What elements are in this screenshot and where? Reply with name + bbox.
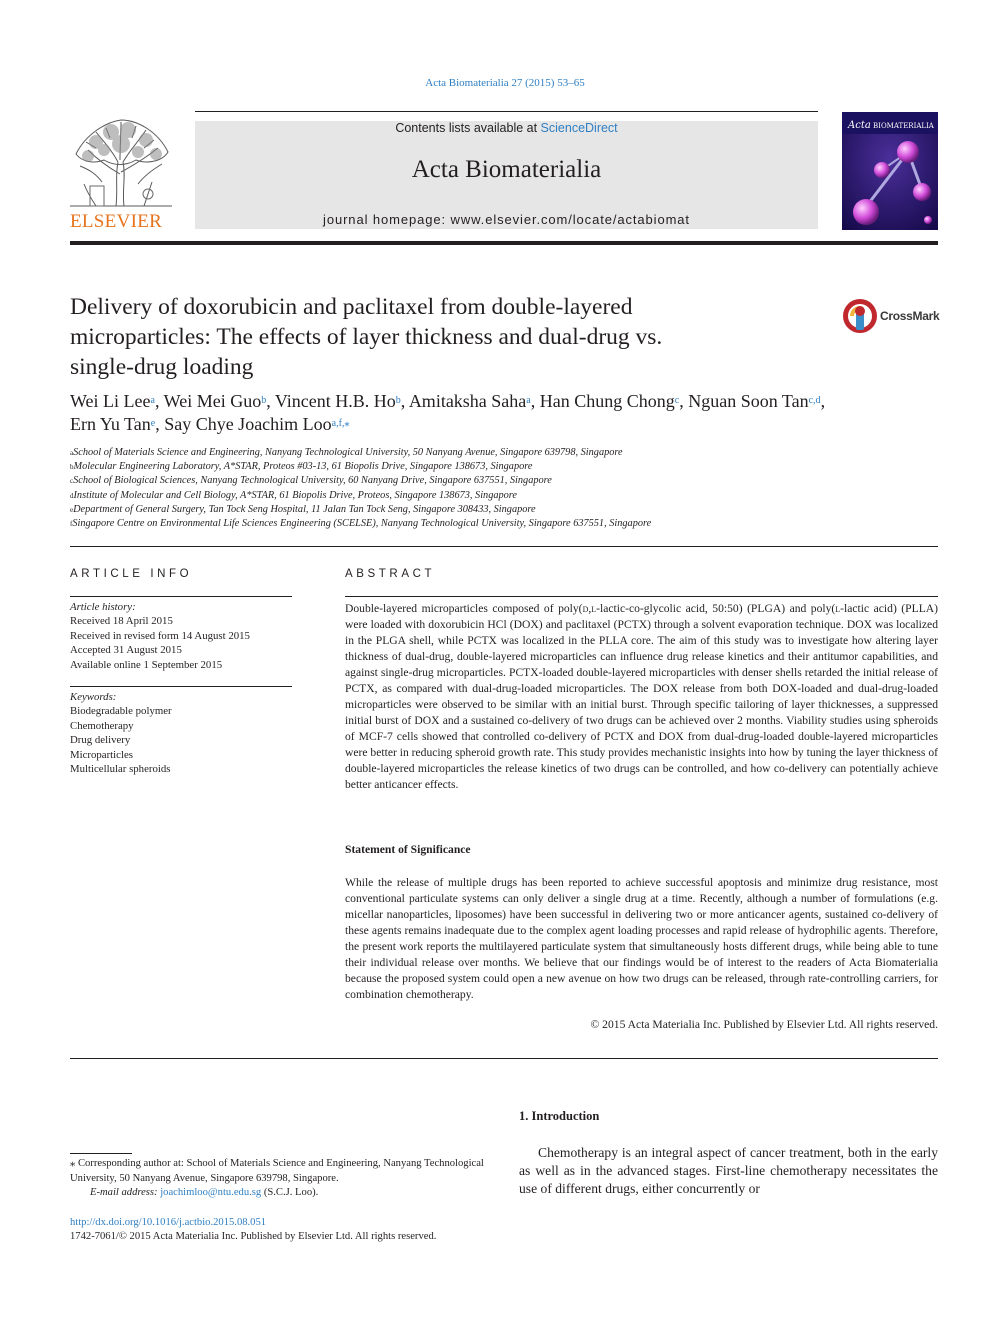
keyword: Chemotherapy (70, 719, 134, 732)
author[interactable]: Amitaksha Saha$^a$ (408, 391, 531, 411)
affiliation: $^c$School of Biological Sciences, Nanyang Technological University, 60 Nanyang Drive, Singapore 637551, Singapore (70, 475, 552, 487)
significance-heading: Statement of Significance (345, 843, 471, 856)
author-list: Wei Li Lee$^a$, Wei Mei Guo$^b$, Vincent H.B. Ho$^b$, Amitaksha Saha$^a$, Han Chung Chong$^c$, Nguan Soon Tan$^{c,d}$, Ern Yu Tan$^e$, Say Chye Joachim Loo$^{a,f,⁎}$ (70, 391, 826, 434)
keyword: Biodegradable polymer (70, 705, 172, 717)
header-top-rule (195, 111, 818, 112)
significance-body: While the release of multiple drugs has been reported to achieve successful apoptosis and minimize drug resistance, most conventional particulate systems can only deliver a single drug at a time. Recently, although a number of formulations (e.g. micellar nanoparticles, liposomes) have been successful in delivering two or more anticancer agents, sustained co-delivery of these agents remains inadequate due to the complex agent loading processes and rapid release of hydrophilic agents. Therefore, the present work reports the multilayered particulate system that simultaneously hosts different drugs, while being able to tune their individual release over months. We believe that our findings would be of interest to the readers of Acta Biomaterialia because the proposed system could open a new avenue on how two drugs can be released, through rate-controlling carriers, for combination chemotherapy. (345, 876, 938, 1001)
author[interactable]: Han Chung Chong$^c$ (539, 391, 680, 411)
author[interactable]: Vincent H.B. Ho$^b$ (274, 391, 401, 411)
affiliation: $^b$Molecular Engineering Laboratory, A*STAR, Proteos #03-13, 61 Biopolis Drive, Singapore 138673, Singapore (70, 461, 533, 473)
history-item: Received in revised form 14 August 2015 (70, 629, 250, 642)
divider (70, 1058, 938, 1059)
keyword: Multicellular spheroids (70, 763, 171, 775)
article-title: Delivery of doxorubicin and paclitaxel from double-layered microparticles: The effects of layer thickness and dual-drug vs. single-drug loading (70, 294, 663, 380)
author[interactable]: Say Chye Joachim Loo$^{a,f,⁎}$ (164, 414, 350, 434)
footnote-rule (70, 1153, 132, 1154)
contents-availability: Contents lists available at ScienceDirect (395, 121, 618, 135)
svg-text:Acta BIOMATERIALIA: Acta BIOMATERIALIA (848, 120, 934, 131)
doi-link[interactable]: http://dx.doi.org/10.1016/j.actbio.2015.08.051 (70, 1217, 267, 1228)
crossmark-icon[interactable] (842, 298, 878, 334)
history-item: Received 18 April 2015 (70, 615, 173, 627)
author[interactable]: Ern Yu Tan$^e$ (70, 414, 156, 434)
abstract-body: Double-layered microparticles composed of poly(d,l-lactic-co-glycolic acid, 50:50) (PLGA) and poly(l-lactic acid) (PLLA) were loaded with doxorubicin HCl (DOX) and paclitaxel (PCTX) through a solvent evaporation technique. DOX was localized in the PLGA shell, while PCTX was localized in the PLLA core. The aim of this study was to investigate how altering layer thickness of dual-drug, double-layered microparticles can influence drug release kinetics and their antitumor capabilities, and against single-drug microparticles. PCTX-loaded double-layered microparticles with denser shells retarded the initial release of PCTX, as compared with dual-drug-loaded microparticles. The DOX release from both DOX-loaded and dual-drug-loaded microparticles were observed to be similar with an initial burst. Through specific tailoring of layer thicknesses, a suppressed initial burst of DOX and a sustained co-delivery of two drugs can be achieved over 2 months. Viability studies using spheroids of MCF-7 cells showed that controlled co-delivery of PCTX and DOX from dual-drug-loaded double-layered microparticles were better in reducing spheroid growth rate. This study provides mechanistic insights into how by tuning the layer thickness of double-layered microparticles the release kinetics of two drugs can be controlled, and how co-delivery can potentially achieve better anticancer effects. (345, 602, 939, 791)
affiliation: $^a$School of Materials Science and Engineering, Nanyang Technological University, 50 Nanyang Avenue, Singapore 639798, Singapore (70, 447, 623, 458)
article-history (70, 600, 292, 672)
homepage-link[interactable]: www.elsevier.com/locate/actabiomat (450, 212, 690, 227)
journal-name: Acta Biomaterialia (411, 156, 602, 183)
abstract-heading: ABSTRACT (345, 568, 436, 580)
email-link[interactable]: joachimloo@ntu.edu.sg (160, 1187, 262, 1198)
affiliations (70, 446, 950, 531)
header-bottom-rule (70, 241, 938, 245)
keyword: Drug delivery (70, 734, 131, 746)
history-label: Article history: (70, 601, 136, 613)
journal-cover-image[interactable] (842, 112, 938, 230)
keyword: Microparticles (70, 748, 133, 761)
keywords-label: Keywords: (70, 691, 117, 703)
corresponding-author-footnote: ⁎ Corresponding author at: School of Materials Science and Engineering, Nanyang Technological University, 50 Nanyang Avenue, Singapore 639798, Singapore. E-mail address: joachimloo@ntu.edu.sg (S.C.J. Loo). (70, 1158, 484, 1198)
sciencedirect-link[interactable]: ScienceDirect (540, 121, 618, 135)
author[interactable]: Nguan Soon Tan$^{c,d}$ (688, 391, 821, 411)
issn-copyright: 1742-7061/© 2015 Acta Materialia Inc. Published by Elsevier Ltd. All rights reserved. (70, 1231, 437, 1242)
affiliation: $^e$Department of General Surgery, Tan Tock Seng Hospital, 11 Jalan Tan Tock Seng, Singapore 308433, Singapore (70, 503, 536, 515)
abstract-copyright: © 2015 Acta Materialia Inc. Published by Elsevier Ltd. All rights reserved. (590, 1018, 938, 1031)
affiliation: $^f$Singapore Centre on Environmental Life Sciences Engineering (SCELSE), Nanyang Technological University, Singapore 637551, Singapore (70, 518, 652, 530)
divider (70, 596, 292, 597)
divider (70, 686, 292, 687)
elsevier-wordmark: ELSEVIER (70, 211, 163, 232)
journal-citation[interactable]: Acta Biomaterialia 27 (2015) 53–65 (425, 77, 585, 89)
introduction-heading: 1. Introduction (519, 1109, 600, 1123)
author[interactable]: Wei Mei Guo$^b$ (163, 391, 267, 411)
crossmark-label[interactable]: CrossMark (880, 309, 940, 323)
article-info-heading: ARTICLE INFO (70, 568, 193, 580)
affiliation: $^d$Institute of Molecular and Cell Biology, A*STAR, 61 Biopolis Drive, Proteos, Singapore 138673, Singapore (70, 489, 517, 501)
history-item: Accepted 31 August 2015 (70, 644, 182, 656)
introduction-text: Chemotherapy is an integral aspect of cancer treatment, both in the early as well as in the advanced stages. First-line chemotherapy necessitates the use of different drugs, either concurrently or (519, 1145, 938, 1196)
keywords (70, 690, 292, 777)
divider (345, 596, 938, 597)
journal-homepage: journal homepage: www.elsevier.com/locate/actabiomat (323, 212, 690, 227)
author[interactable]: Wei Li Lee$^a$ (70, 391, 155, 411)
history-item: Available online 1 September 2015 (70, 658, 223, 671)
divider (70, 546, 938, 547)
